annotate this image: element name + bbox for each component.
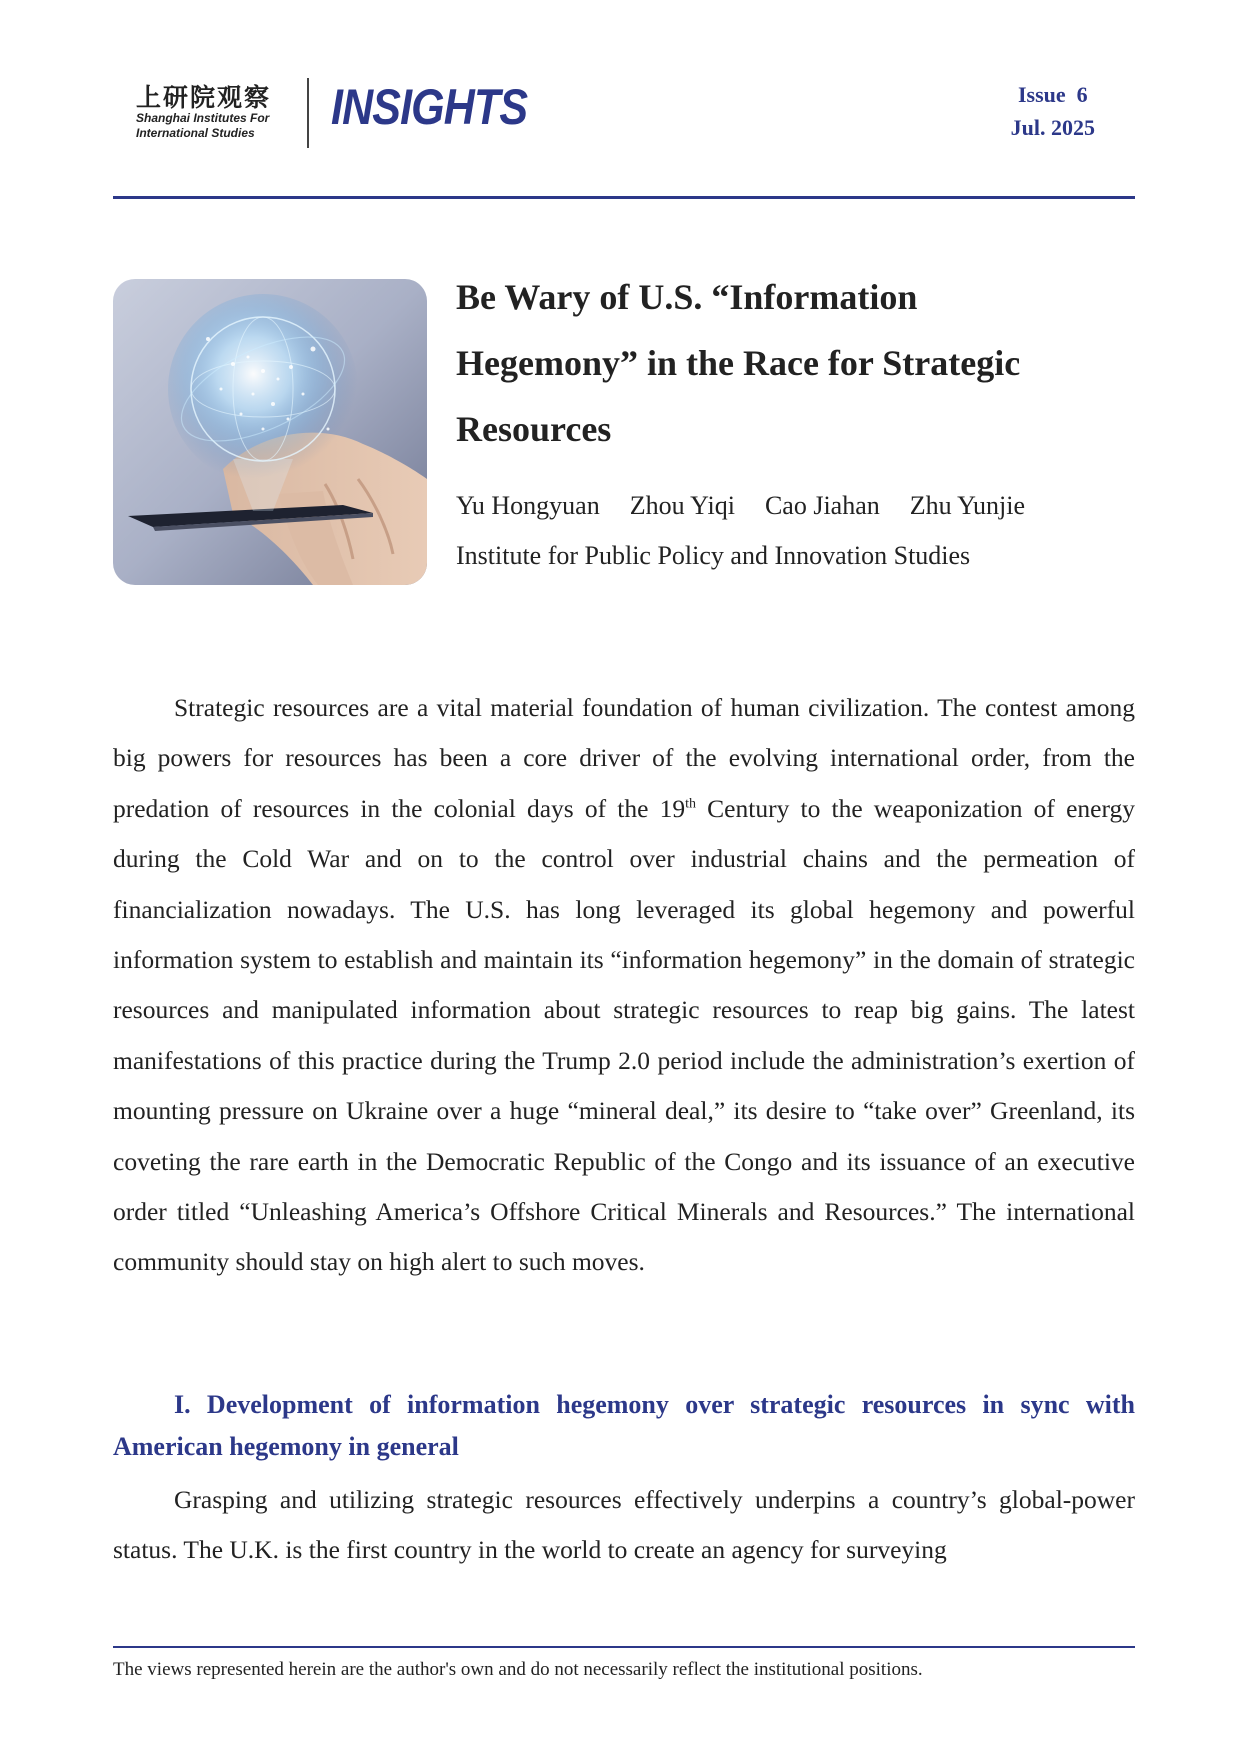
author-name: Yu Hongyuan — [456, 491, 600, 520]
body-paragraph-1 — [113, 683, 1135, 1288]
issue-info — [1011, 78, 1095, 144]
article-title-line1: Be Wary of U.S. “Information — [456, 277, 918, 317]
logo-divider — [307, 78, 309, 148]
logo-chinese: 上研院观察 — [136, 83, 272, 112]
logo-english-line2: International Studies — [136, 126, 255, 140]
body-paragraph-2: Grasping and utilizing strategic resources effectively underpins a country’s global-power status. The U.K. is the first country in the world to create an agency for surveying — [113, 1485, 1135, 1565]
author-list — [456, 486, 1116, 526]
page-header — [113, 76, 1135, 156]
author-institute: Institute for Public Policy and Innovation Studies — [456, 541, 971, 570]
author-name: Zhou Yiqi — [629, 491, 735, 520]
disclaimer-footnote: The views represented herein are the author's own and do not necessarily reflect the institutional positions. — [113, 1659, 923, 1680]
globe-hand-phone-image — [113, 279, 427, 585]
header-rule — [113, 196, 1135, 199]
article-title-line3: Resources — [456, 409, 612, 449]
body-paragraph-1-part-a: Strategic resources are a vital material foundation of human civilization. The contest among big powers for resources has been a core driver of the evolving international order, from the predation of resources in the colonial days of the 19 — [113, 693, 1135, 823]
issue-date: Jul. 2025 — [1010, 115, 1095, 140]
logo-english-line1: Shanghai Institutes For — [136, 111, 270, 125]
author-name: Zhu Yunjie — [909, 491, 1026, 520]
footer-rule — [113, 1646, 1135, 1648]
logo-english — [136, 111, 269, 141]
article-title — [456, 264, 1096, 462]
ordinal-suffix: th — [685, 796, 696, 812]
body-paragraph-1-part-b: Century to the weaponization of energy during the Cold War and on to the control over industrial chains and the permeation of financialization nowadays. The U.S. has long leveraged its global hegemony and powerful information system to establish and maintain its “information hegemony” in the domain of strategic resources and manipulated information about strategic resources to reap big gains. The latest manifestations of this practice during the Trump 2.0 period include the administration’s exertion of mounting pressure on Ukraine over a huge “mineral deal,” its desire to “take over” Greenland, its coveting the rare earth in the Democratic Republic of the Congo and its issuance of an executive order titled “Unleashing America’s Offshore Critical Minerals and Resources.” The international community should stay on high alert to such moves. — [113, 793, 1135, 1277]
section-heading-1: I. Development of information hegemony over strategic resources in sync with American hegemony in general — [113, 1390, 1135, 1461]
issue-number: Issue 6 — [1017, 82, 1088, 107]
author-name: Cao Jiahan — [764, 491, 880, 520]
series-title: INSIGHTS — [331, 79, 528, 135]
article-title-line2: Hegemony” in the Race for Strategic — [456, 343, 1021, 383]
